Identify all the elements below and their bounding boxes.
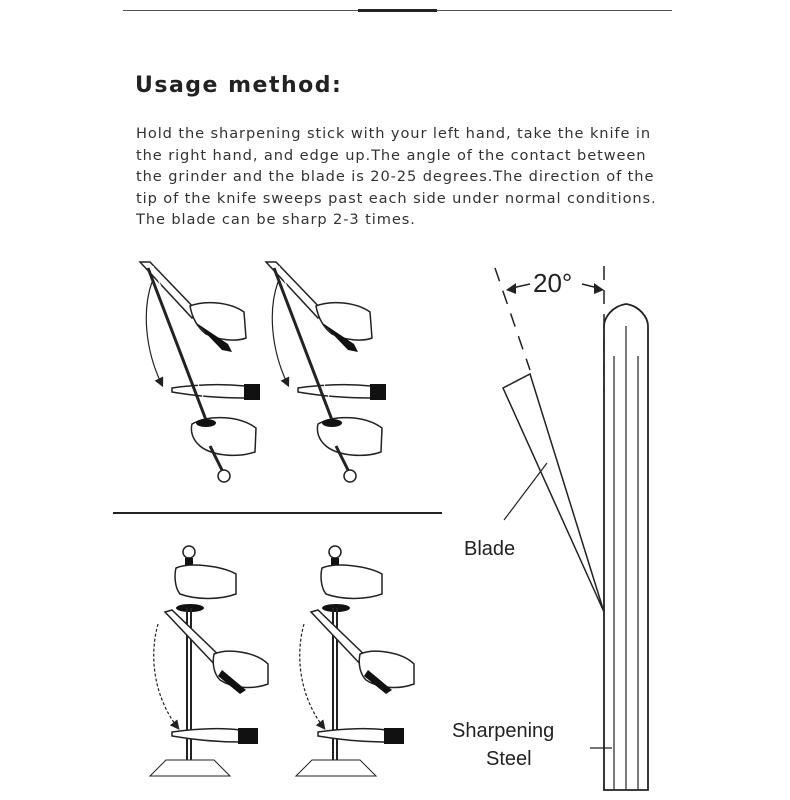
illustration-upright-stroke-b bbox=[266, 262, 386, 482]
illustration-vertical-stroke-b bbox=[296, 546, 414, 776]
instruction-line: The blade can be sharp 2-3 times. bbox=[136, 211, 416, 228]
instruction-line: Hold the sharpening stick with your left hand, take the knife in bbox=[136, 125, 651, 142]
blade-wedge bbox=[503, 374, 604, 612]
illustration-vertical-stroke-a bbox=[150, 546, 268, 776]
steel-label-line1: Sharpening bbox=[452, 720, 555, 742]
instruction-line: the right hand, and edge up.The angle of the contact between bbox=[136, 146, 647, 164]
angle-diagram bbox=[452, 266, 648, 790]
page-title: Usage method: bbox=[135, 73, 343, 98]
angle-label: 20° bbox=[533, 268, 573, 298]
instruction-line: tip of the knife sweeps past each side under normal conditions. bbox=[136, 189, 657, 207]
steel-label-line2: Steel bbox=[486, 748, 532, 770]
instruction-line: the grinder and the blade is 20-25 degrees.The direction of the bbox=[136, 168, 655, 185]
blade-angle-guide bbox=[495, 268, 530, 370]
illustration-upright-stroke-a bbox=[140, 262, 260, 482]
blade-label: Blade bbox=[464, 538, 516, 560]
